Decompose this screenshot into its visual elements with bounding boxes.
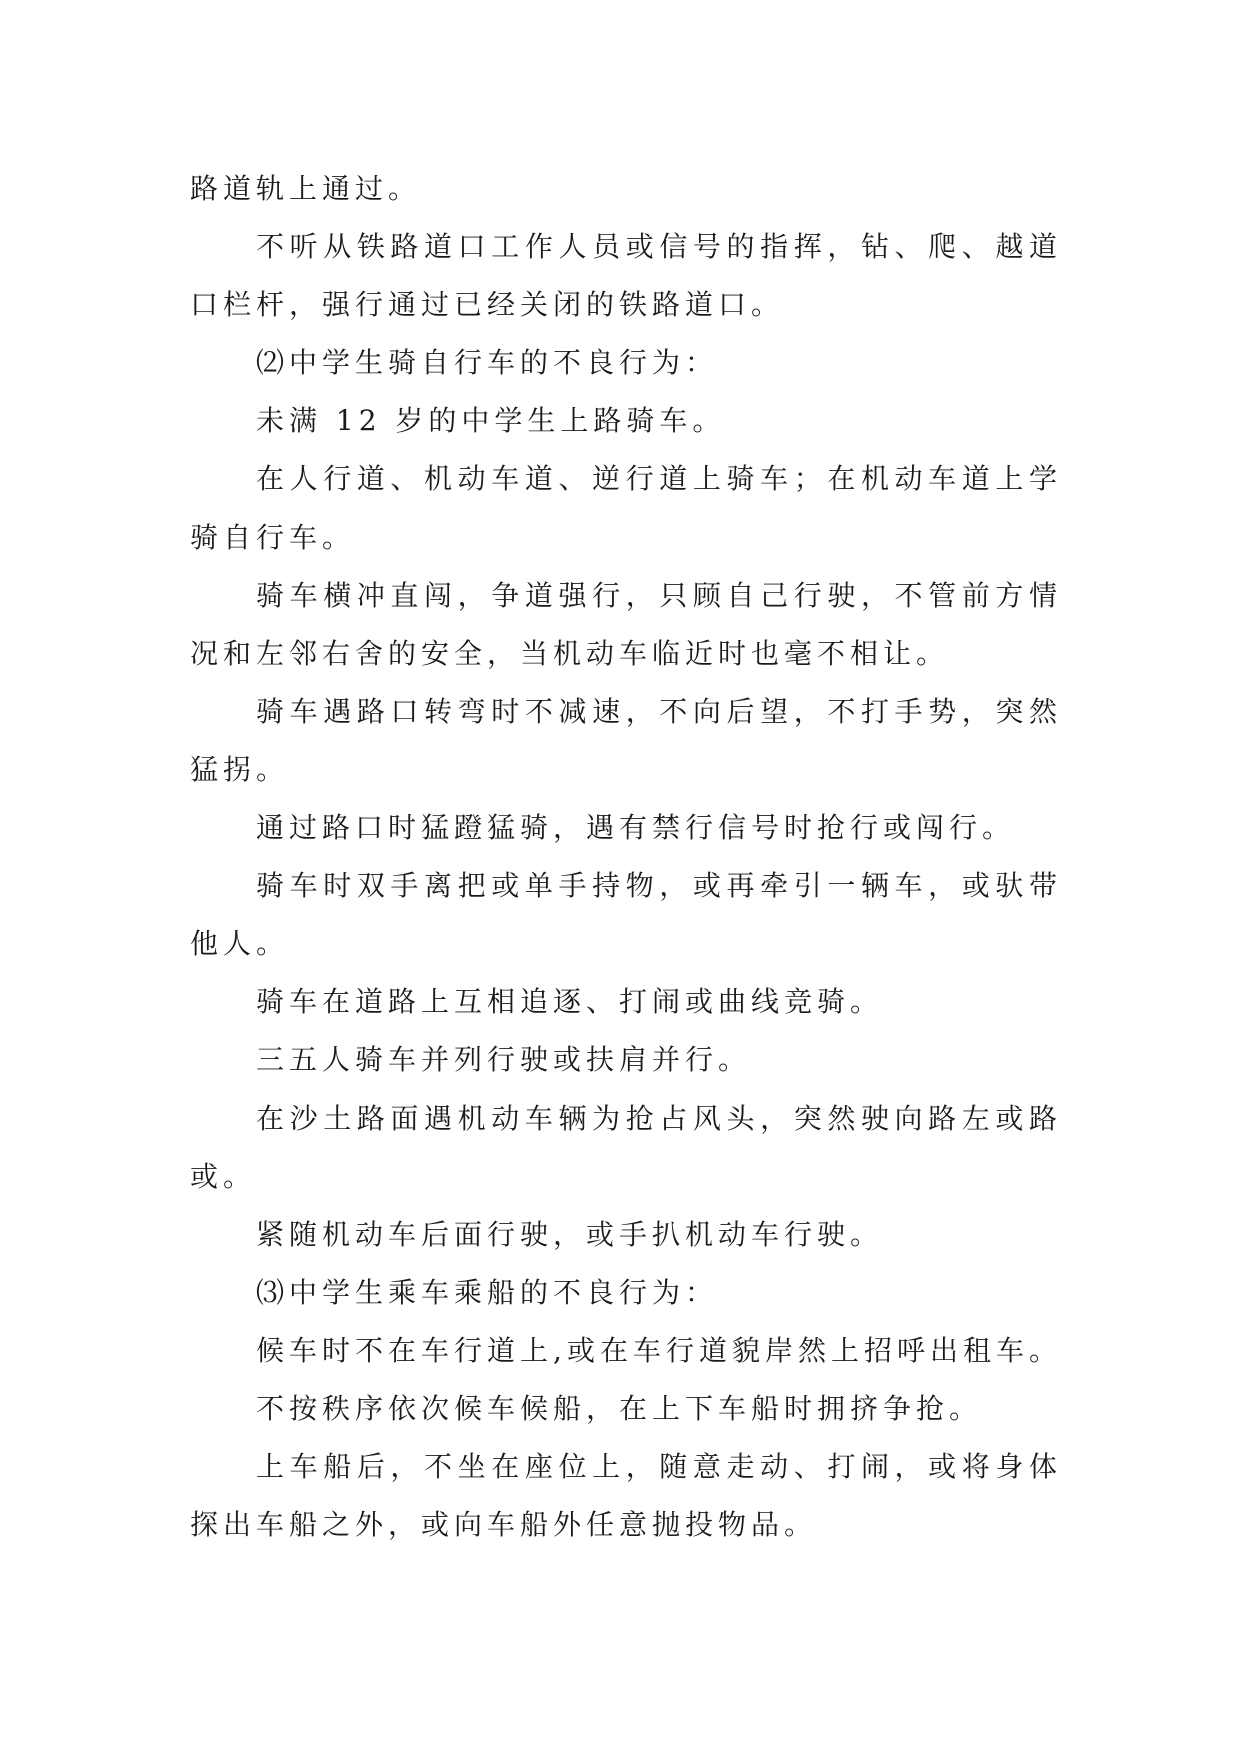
text-line: 或。 bbox=[190, 1159, 257, 1193]
text-line: 他人。 bbox=[190, 927, 290, 961]
text-line: 路道轨上通过。 bbox=[190, 172, 422, 205]
text-line: 猛拐。 bbox=[190, 752, 290, 786]
text-line: 口栏杆，强行通过已经关闭的铁路道口。 bbox=[190, 288, 785, 322]
text-line: 骑车横冲直闯，争道强行，只顾自己行驶，不管前方情 bbox=[256, 578, 1062, 612]
document-body bbox=[190, 160, 1062, 1554]
text-line: 况和左邻右舍的安全，当机动车临近时也毫不相让。 bbox=[190, 636, 950, 670]
text-line: 探出车船之外，或向车船外任意抛投物品。 bbox=[190, 1508, 818, 1542]
text-line: 未满 12 岁的中学生上路骑车。 bbox=[256, 404, 726, 438]
text-line: ⑵中学生骑自行车的不良行为： bbox=[256, 346, 719, 380]
text-line: 候车时不在车行道上,或在车行道貌岸然上招呼出租车。 bbox=[256, 1333, 1062, 1367]
text-line: 上车船后，不坐在座位上，随意走动、打闹，或将身体 bbox=[256, 1450, 1062, 1484]
text-line: 三五人骑车并列行驶或扶肩并行。 bbox=[256, 1043, 752, 1077]
text-line: 不听从铁路道口工作人员或信号的指挥，钻、爬、越道 bbox=[256, 230, 1062, 264]
text-line: 不按秩序依次候车候船，在上下车船时拥挤争抢。 bbox=[256, 1391, 983, 1425]
text-line: 骑车遇路口转弯时不减速，不向后望，不打手势，突然 bbox=[256, 694, 1062, 728]
text-line: 骑自行车。 bbox=[190, 520, 356, 554]
text-line: 骑车在道路上互相追逐、打闹或曲线竞骑。 bbox=[256, 985, 884, 1019]
text-line: 在人行道、机动车道、逆行道上骑车；在机动车道上学 bbox=[256, 462, 1062, 496]
text-line: 通过路口时猛蹬猛骑，遇有禁行信号时抢行或闯行。 bbox=[256, 811, 1016, 845]
text-line: 紧随机动车后面行驶，或手扒机动车行驶。 bbox=[256, 1217, 884, 1251]
text-line: ⑶中学生乘车乘船的不良行为： bbox=[256, 1275, 719, 1309]
text-line: 在沙土路面遇机动车辆为抢占风头，突然驶向路左或路 bbox=[256, 1101, 1062, 1135]
text-line: 骑车时双手离把或单手持物，或再牵引一辆车，或驮带 bbox=[256, 869, 1062, 903]
